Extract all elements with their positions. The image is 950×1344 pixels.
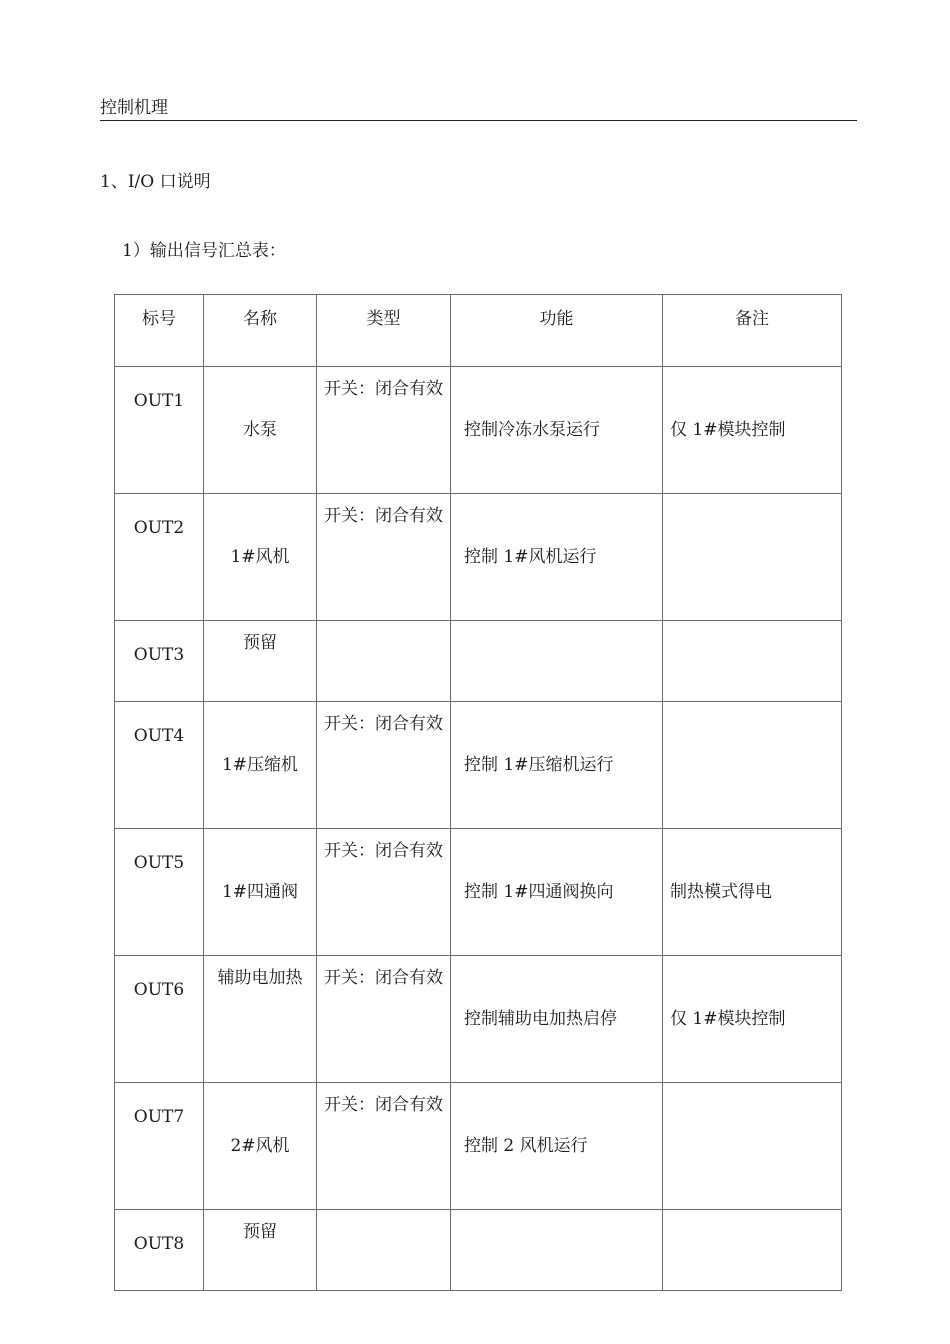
cell-code: OUT4 <box>115 702 204 829</box>
cell-function: 控制 1#四通阀换向 <box>451 829 663 956</box>
cell-type <box>317 1210 451 1291</box>
header-function: 功能 <box>451 295 663 367</box>
cell-function <box>451 1210 663 1291</box>
subsection-title: 1）输出信号汇总表： <box>122 241 286 261</box>
table-row <box>115 367 842 494</box>
table-row <box>115 1083 842 1210</box>
table-row <box>115 494 842 621</box>
cell-type: 开关：闭合有效 <box>317 1083 451 1210</box>
cell-note <box>663 1083 842 1210</box>
output-signal-table <box>114 294 842 1291</box>
cell-type: 开关：闭合有效 <box>317 702 451 829</box>
cell-name: 辅助电加热 <box>204 956 317 1083</box>
cell-code: OUT7 <box>115 1083 204 1210</box>
cell-function: 控制 2 风机运行 <box>451 1083 663 1210</box>
cell-code: OUT3 <box>115 621 204 702</box>
cell-function <box>451 621 663 702</box>
cell-note <box>663 1210 842 1291</box>
table-row <box>115 829 842 956</box>
cell-note <box>663 621 842 702</box>
cell-type: 开关：闭合有效 <box>317 829 451 956</box>
cell-code: OUT5 <box>115 829 204 956</box>
cell-function: 控制冷冻水泵运行 <box>451 367 663 494</box>
cell-function: 控制 1#风机运行 <box>451 494 663 621</box>
header-name: 名称 <box>204 295 317 367</box>
header-code: 标号 <box>115 295 204 367</box>
table-row <box>115 1210 842 1291</box>
cell-code: OUT2 <box>115 494 204 621</box>
cell-name: 1#压缩机 <box>204 702 317 829</box>
cell-name: 预留 <box>204 621 317 702</box>
cell-note: 仅 1#模块控制 <box>663 367 842 494</box>
page-header-title: 控制机理 <box>100 98 857 121</box>
table-row <box>115 621 842 702</box>
cell-code: OUT1 <box>115 367 204 494</box>
cell-function: 控制 1#压缩机运行 <box>451 702 663 829</box>
header-note: 备注 <box>663 295 842 367</box>
cell-code: OUT6 <box>115 956 204 1083</box>
cell-note: 仅 1#模块控制 <box>663 956 842 1083</box>
cell-type <box>317 621 451 702</box>
cell-function: 控制辅助电加热启停 <box>451 956 663 1083</box>
cell-note <box>663 494 842 621</box>
header-type: 类型 <box>317 295 451 367</box>
cell-type: 开关：闭合有效 <box>317 367 451 494</box>
cell-type: 开关：闭合有效 <box>317 494 451 621</box>
cell-code: OUT8 <box>115 1210 204 1291</box>
cell-note: 制热模式得电 <box>663 829 842 956</box>
cell-name: 1#四通阀 <box>204 829 317 956</box>
cell-name: 2#风机 <box>204 1083 317 1210</box>
section-title: 1、I/O 口说明 <box>100 172 211 192</box>
cell-name: 水泵 <box>204 367 317 494</box>
cell-name: 预留 <box>204 1210 317 1291</box>
cell-note <box>663 702 842 829</box>
table-header-row <box>115 295 842 367</box>
table-row <box>115 702 842 829</box>
table-row <box>115 956 842 1083</box>
cell-type: 开关：闭合有效 <box>317 956 451 1083</box>
cell-name: 1#风机 <box>204 494 317 621</box>
